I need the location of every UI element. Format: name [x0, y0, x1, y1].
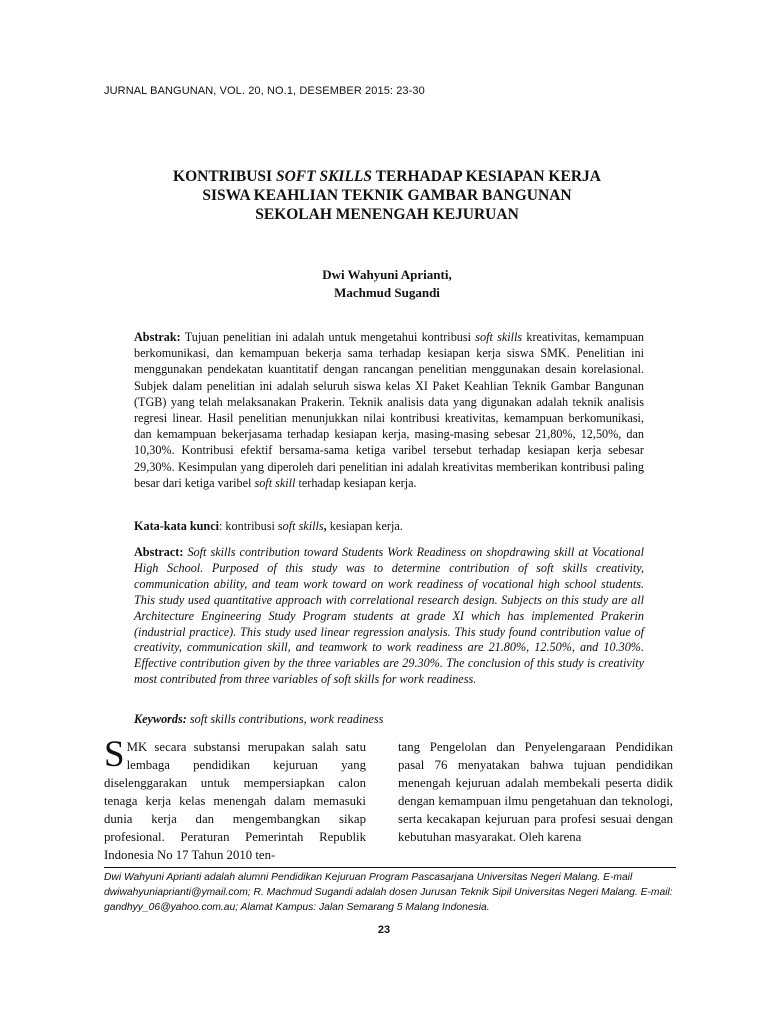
author-list	[104, 266, 670, 302]
abstrak-paragraph	[134, 329, 644, 491]
kata-kunci-label: Kata-kata kunci	[134, 519, 219, 533]
title-line-1	[104, 167, 670, 186]
kata-kunci-text-b: oft skills	[282, 519, 324, 533]
author-2: Machmud Sugandi	[334, 285, 440, 300]
abstrak-text-b: soft skills	[475, 330, 523, 344]
title-line-1-italic: SOFT SKILLS	[275, 168, 373, 185]
drop-cap: S	[104, 734, 125, 775]
keywords-text: soft skills contributions, work readiness	[186, 712, 384, 726]
kata-kunci-text-a: : kontribusi s	[219, 519, 283, 533]
body-column-right: tang Pengelolan dan Penyelengaraan Pendidikan pasal 76 menyatakan bahwa tujuan pendidikan menengah kejuruan adalah membekali peserta didik dengan kemampuan ilmu pengetahuan dan teknologi, serta kecakapan kejuruan para profesi sesuai dengan kebutuhan masyarakat. Oleh karena	[398, 740, 673, 844]
paper-title	[104, 167, 670, 224]
abstrak-text-c: kreativitas, kemampuan berkomunikasi, dan kemampuan bekerja sama terhadap kesiapan kerja siswa SMK. Penelitian ini menggunakan pendekatan kuantitatif dengan rancangan penelitian menggunakan desain korelasional. Subjek dalam penelitian ini adalah seluruh siswa kelas XI Paket Keahlian Teknik Gambar Bangunan (TGB) yang telah melaksanakan Prakerin. Teknik analisis data yang digunakan adalah teknik analisis regresi linear. Hasil penelitian menunjukkan nilai kontribusi kreativitas, kemampuan berkomunikasi, dan kemampuan bekerjasama terhadap kesiapan kerja, masing-masing sebesar 21,80%, 12,50%, dan 10,30%. Kontribusi efektif bersama-sama ketiga varibel tersebut terhadap kesiapan kerja sebesar 29,30%. Kesimpulan yang diperoleh dari penelitian ini adalah kreativitas memberikan kontribusi paling besar dari ketiga varibel	[134, 330, 644, 490]
author-1: Dwi Wahyuni Aprianti,	[322, 267, 452, 282]
abstrak-text-a: Tujuan penelitian ini adalah untuk mengetahui kontribusi	[180, 330, 476, 344]
title-line-3: SEKOLAH MENENGAH KEJURUAN	[255, 206, 519, 223]
footnote-divider	[104, 867, 676, 868]
abstract-english-paragraph	[134, 545, 644, 688]
keywords-paragraph	[134, 711, 644, 727]
page-number: 23	[377, 924, 391, 936]
kata-kunci-text-c: ,	[323, 519, 327, 533]
journal-header: JURNAL BANGUNAN, VOL. 20, NO.1, DESEMBER 2015: 23-30	[104, 85, 425, 97]
abstrak-text-d: soft skill	[254, 475, 296, 490]
title-line-1-c: TERHADAP KESIAPAN KERJA	[372, 168, 601, 185]
abstrak-text-e: terhadap kesiapan kerja.	[295, 475, 417, 490]
title-line-2: SISWA KEAHLIAN TEKNIK GAMBAR BANGUNAN	[202, 187, 572, 204]
abstrak-label: Abstrak:	[134, 330, 181, 344]
abstract-text: Soft skills contribution toward Students Work Readiness on shopdrawing skill at Vocational High School. Purposed of this study was to determine contribution of soft skills creativity, communication ability, and team work toward on work readiness of vocational high school students. This study used quantitative approach with correlational research design. Subjects on this study are all Architecture Engineering Study Program students at grade XI which has implemented Prakerin (industrial practice). This study used linear regression analysis. This study found contribution value of creativity, communication skill, and teamwork to work readiness are 21.80%, 12.50%, and 10.30%. Effective contribution given by the three variables are 29.30%. The conclusion of this study is creativity most contributed from three variables of soft skills for work readiness.	[134, 545, 644, 687]
keywords-label: Keywords:	[134, 712, 187, 726]
abstract-label: Abstract:	[134, 545, 184, 559]
title-line-1-a: KONTRIBUSI	[173, 168, 276, 185]
body-column-left	[104, 734, 366, 864]
footnote: Dwi Wahyuni Aprianti adalah alumni Pendidikan Kejuruan Program Pascasarjana Universitas Negeri Malang. E-mail dwiwahyuniaprianti@ymail.com; R. Machmud Sugandi adalah dosen Jurusan Teknik Sipil Universitas Negeri Malang. E-mail: gandhyy_06@yahoo.com.au; Alamat Kampus: Jalan Semarang 5 Malang Indonesia.	[104, 872, 673, 913]
body-left-text: MK secara substansi merupakan salah satu lembaga pendidikan kejuruan yang diselenggarakan untuk mempersiapkan calon tenaga kerja kelas menengah dalam memasuki dunia kerja dan mengembangkan sikap profesional. Peraturan Pemerintah Republik Indonesia No 17 Tahun 2010 ten-	[104, 740, 366, 862]
kata-kunci-text-d: kesiapan kerja.	[326, 519, 403, 533]
kata-kunci-paragraph	[134, 518, 644, 534]
